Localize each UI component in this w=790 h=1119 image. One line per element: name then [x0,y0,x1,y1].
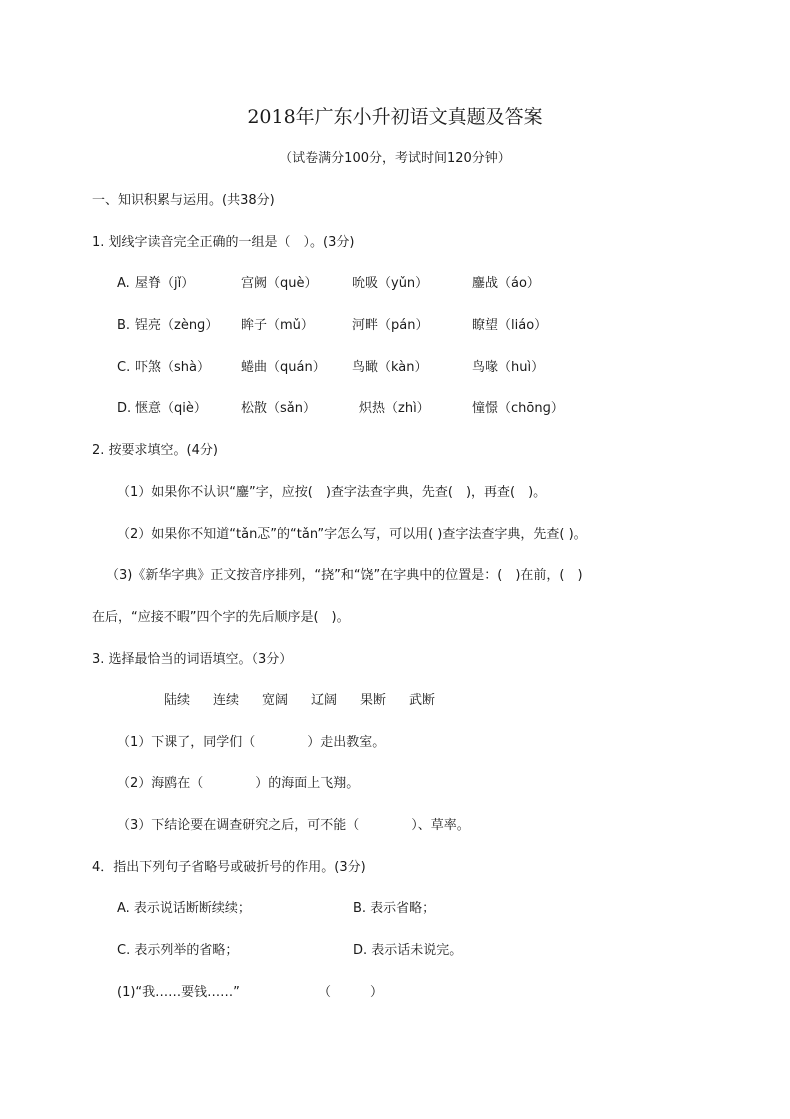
q3-word: 宽阔 [262,693,289,708]
q1-option-item: 瞭望（liáo） [472,318,548,333]
q3-word: 连续 [213,693,240,708]
q4-option-c: C. 表示列举的省略； [117,943,239,958]
question-1-stem: 1. 划线字读音完全正确的一组是（ ）。(3分) [92,235,355,250]
q3-word: 果断 [360,693,387,708]
q4-option-a: A. 表示说话断断续续； [117,901,251,916]
q3-sentence-2: （2）海鸥在（ ）的海面上飞翔。 [117,776,360,791]
q1-option-item: 宫阙（què） [241,276,318,291]
q4-sentence-1-blank: （ ） [318,985,384,1000]
q1-option-item: 吮吸（yǔn） [352,276,429,291]
q1-option-item: 河畔（pán） [352,318,429,333]
q1-option-label: B. [117,318,131,333]
q1-option-item: 松散（sǎn） [241,401,316,416]
q1-option-item: 眸子（mǔ） [241,318,314,333]
q1-option-item: 憧憬（chōnɡ） [472,401,564,416]
q4-sentence-1: (1)“我……要钱……” [117,985,240,1000]
q1-option-item: 锃亮（zènɡ） [135,318,219,333]
section-heading: 一、知识积累与运用。(共38分) [92,193,275,208]
page-subtitle: （试卷满分100分，考试时间120分钟） [279,151,511,166]
question-4-stem: 4．指出下列句子省略号或破折号的作用。(3分) [92,860,366,875]
page-title: 2018年广东小升初语文真题及答案 [247,106,543,128]
q1-option-item: 吓煞（shà） [135,360,210,375]
q1-option-item: 屋脊（jǐ） [135,276,195,291]
q2-part-3: （3)《新华字典》正文按音序排列，“挠”和“饶”在字典中的位置是：( )在前，( ) [106,568,583,583]
question-2-stem: 2. 按要求填空。(4分) [92,443,218,458]
q1-option-label: D. [117,401,132,416]
q3-word: 辽阔 [311,693,338,708]
q2-part-1: （1）如果你不认识“鏖”字，应按( )查字法查字典，先查( )，再查( )。 [117,485,547,500]
q1-option-item: 鸟喙（huì） [472,360,545,375]
q3-sentence-3: （3）下结论要在调查研究之后，可不能（ ）、草率。 [117,818,470,833]
q3-word: 陆续 [164,693,191,708]
q1-option-item: 惬意（qiè） [135,401,207,416]
q1-option-item: 炽热（zhì） [359,401,430,416]
q2-part-3-continued: 在后，“应接不暇”四个字的先后顺序是( )。 [92,610,350,625]
q1-option-item: 鸟瞰（kàn） [352,360,428,375]
q4-option-d: D. 表示话未说完。 [353,943,463,958]
q3-word: 武断 [409,693,436,708]
q3-sentence-1: （1）下课了，同学们（ ）走出教室。 [117,735,386,750]
question-3-stem: 3. 选择最恰当的词语填空。（3分） [92,652,293,667]
q1-option-label: A. [117,276,130,291]
q2-part-2: （2）如果你不知道“tǎn忑”的“tǎn”字怎么写，可以用( )查字法查字典，先查( )。 [117,527,587,542]
q1-option-label: C. [117,360,131,375]
q4-option-b: B. 表示省略； [353,901,436,916]
q1-option-item: 蜷曲（quán） [241,360,326,375]
q1-option-item: 鏖战（áo） [472,276,540,291]
